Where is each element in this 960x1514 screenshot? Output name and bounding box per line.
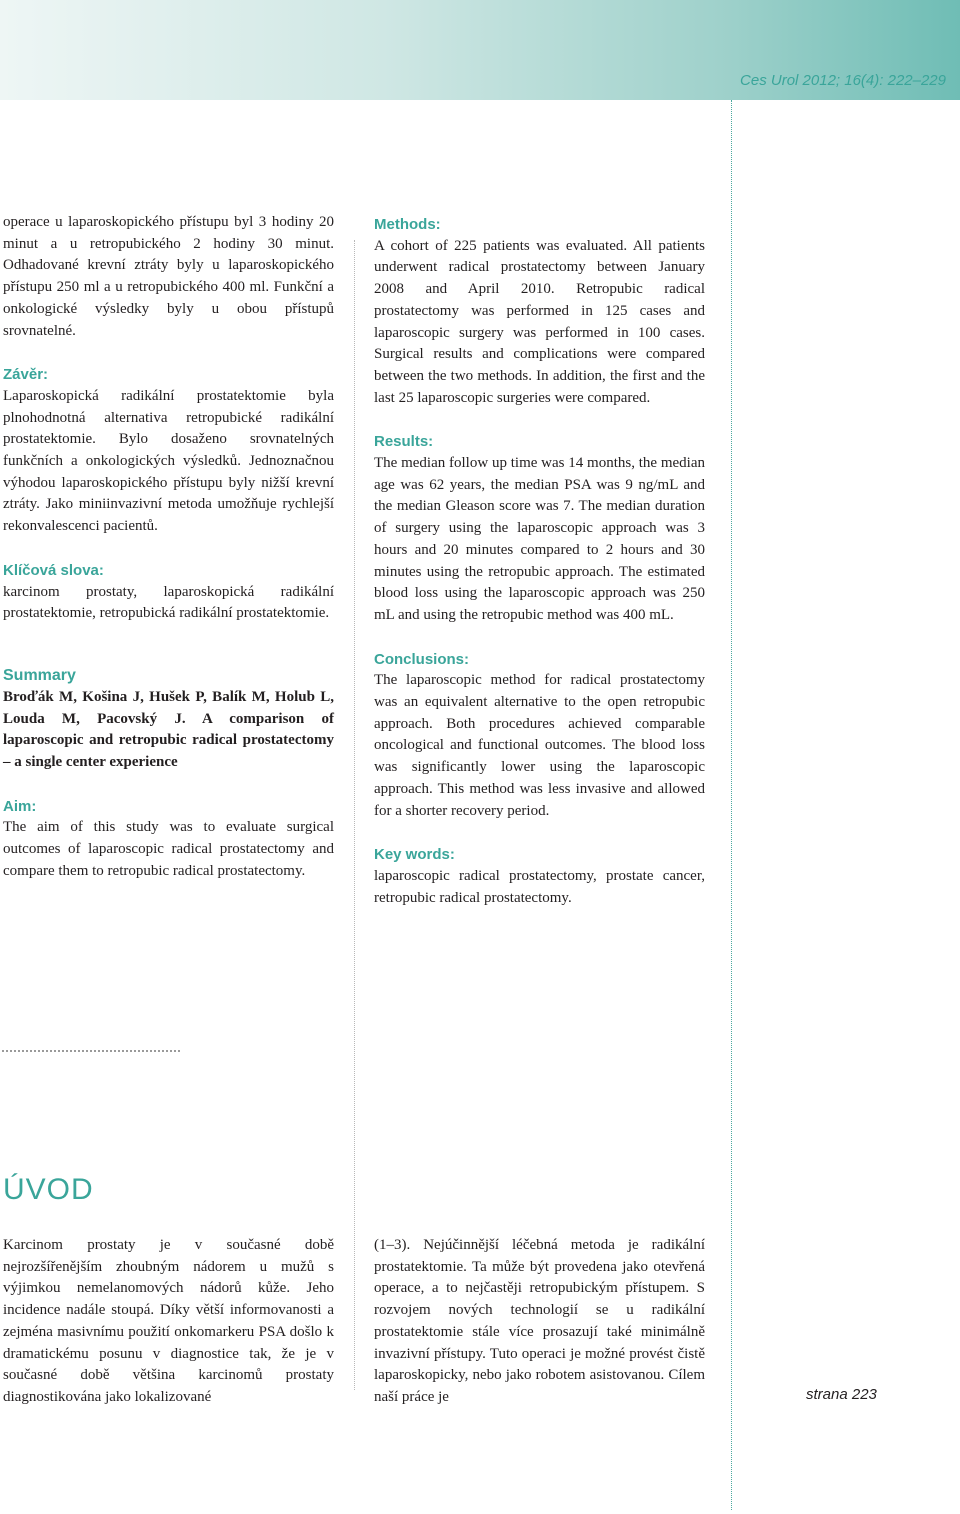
section-separator [2, 1050, 180, 1052]
intro-right-text: (1–3). Nejúčinnější léčebná metoda je radikální prostatektomie. Ta může být provedena jako otevřená operace, a to nejčastěji retropubickým přístupem. S rozvojem nových technologií se u radikální prostatektomie stále více prosazují také minimálně invazivní přístupy. Tuto operaci je možné provést čistě laparoskopicky, nebo jako robotem asistovanou. Cílem naší práce je [374, 1237, 705, 1405]
abstract-right-column [374, 214, 705, 909]
klicova-slova-heading: Klíčová slova: [3, 561, 104, 579]
methods-heading: Methods: [374, 216, 441, 233]
intro-heading: ÚVOD [3, 1173, 94, 1206]
results-continuation: operace u laparoskopického přístupu byl 3 hodiny 20 minut a u retropubického 2 hodiny 30 minut. Odhadované krevní ztráty byly u laparoskopického přístupu 250 ml a u retropubického 400 ml. Funkční a onkologické výsledky byly u obou přístupů srovnatelné. [3, 214, 334, 339]
page-number: strana 223 [806, 1386, 877, 1403]
summary-citation: Broďák M, Košina J, Hušek P, Balík M, Holub L, Louda M, Pacovský J. A comparison of laparoscopic and retropubic radical prostatectomy – a single center experience [3, 688, 334, 771]
conclusions-text: The laparoscopic method for radical prostatectomy was an equivalent alternative to the open retropubic approach. Both procedures achieved comparable oncological and functional outcomes. The blood loss was significantly lower using the laparoscopic approach. This method was less invasive and allowed for a shorter recovery period. [374, 672, 705, 819]
results-heading: Results: [374, 433, 434, 451]
klicova-slova-text: karcinom prostaty, laparoskopická radikální prostatektomie, retropubická radikální prostatektomie. [3, 583, 334, 622]
abstract-left-column [3, 212, 334, 883]
methods-text: A cohort of 225 patients was evaluated. All patients underwent radical prostatectomy between January 2008 and April 2010. Retropubic radical prostatectomy was performed in 125 cases and laparoscopic surgery was performed in 100 cases. Surgical results and complications were compared between the two methods. In addition, the first and the last 25 laparoscopic surgeries were compared. [374, 237, 705, 406]
keywords-text: laparoscopic radical prostatectomy, prostate cancer, retropubic radical prostatectomy. [374, 867, 705, 906]
right-margin-rule [731, 100, 732, 1510]
summary-heading: Summary [3, 666, 76, 684]
results-text: The median follow up time was 14 months, the median age was 62 years, the median PSA was 9 ng/mL and the median Gleason score was 7. The median duration of surgery using the laparoscopic approach was 3 hours and 20 minutes compared to 2 hours and 30 minutes using the retropubic approach. The estimated blood loss using the laparoscopic approach was 250 mL and using the retropubic method was 400 mL. [374, 455, 705, 623]
zaver-heading: Závěr: [3, 366, 49, 384]
conclusions-heading: Conclusions: [374, 650, 470, 668]
intro-left-text: Karcinom prostaty je v současné době nejrozšířenějším zhoubným nádorem u mužů s výjimkou nemelanomových nádorů kůže. Jeho incidence nadále stoupá. Díky větší informovanosti a zejména masivnímu použití onkomarkeru PSA došlo k dramatickému posunu v diagnostice tak, že je v současné době většina karcinomů prostaty diagnostikována jako lokalizované [3, 1237, 334, 1405]
aim-heading: Aim: [3, 797, 37, 815]
journal-reference: Ces Urol 2012; 16(4): 222–229 [740, 72, 946, 89]
aim-text: The aim of this study was to evaluate surgical outcomes of laparoscopic radical prostatectomy and compare them to retropubic radical prostatectomy. [3, 819, 334, 879]
zaver-text: Laparoskopická radikální prostatektomie byla plnohodnotná alternativa retropubické radikální prostatektomie. Bylo dosaženo srovnatelných funkčních a onkologických výsledků. Jednoznačnou výhodou laparoskopického přístupu byly nižší krevní ztráty. Jako miniinvazivní metoda umožňuje rychlejší rekonvalescenci pacientů. [3, 387, 334, 535]
keywords-heading: Key words: [374, 846, 455, 864]
column-divider [354, 240, 355, 1390]
